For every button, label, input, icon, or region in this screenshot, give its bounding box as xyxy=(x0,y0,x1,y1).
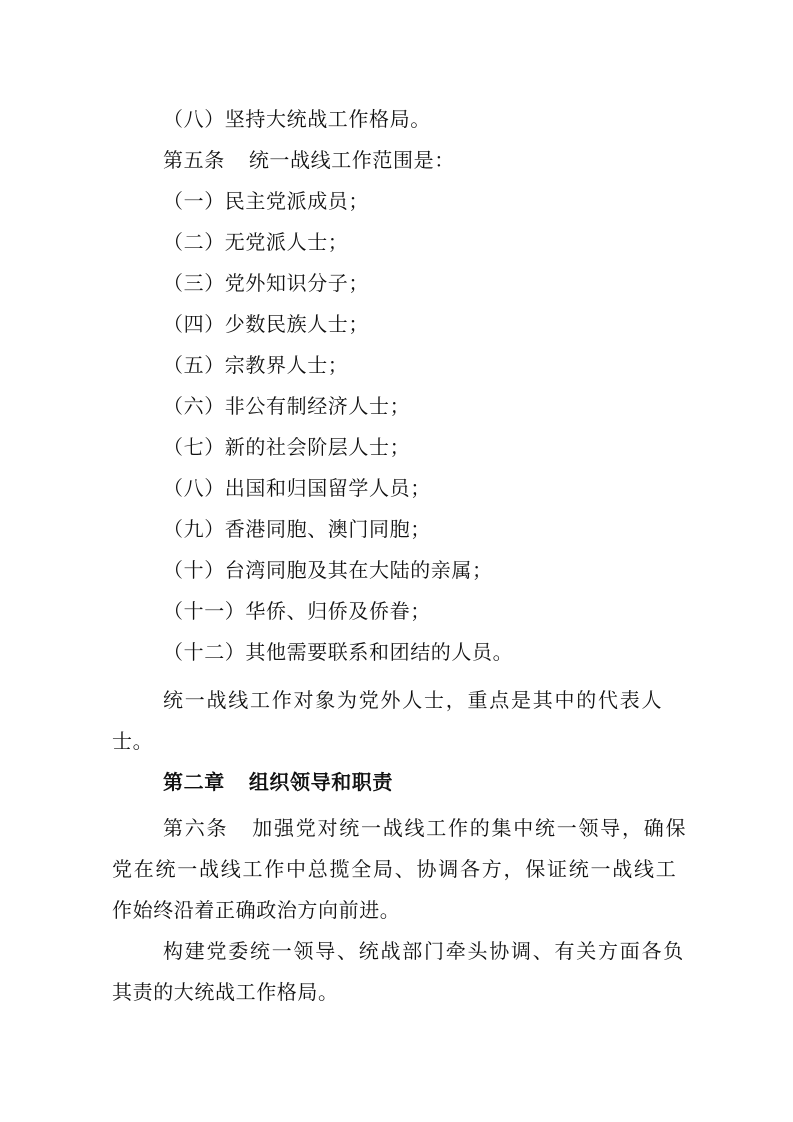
article-6-line: 党在统一战线工作中总揽全局、协调各方，保证统一战线工 xyxy=(112,857,678,881)
scope-item: （七）新的社会阶层人士； xyxy=(163,435,411,459)
list-item-8-pattern: （八）坚持大统战工作格局。 xyxy=(163,107,431,131)
scope-item: （九）香港同胞、澳门同胞； xyxy=(163,517,431,541)
structure-paragraph-line: 构建党委统一领导、统战部门牵头协调、有关方面各负 xyxy=(163,939,685,963)
targets-paragraph-line: 士。 xyxy=(112,729,154,753)
scope-item: （十二）其他需要联系和团结的人员。 xyxy=(163,640,514,664)
scope-item: （一）民主党派成员； xyxy=(163,189,369,213)
scope-item: （十一）华侨、归侨及侨眷； xyxy=(163,599,431,623)
chapter-2-title: 组织领导和职责 xyxy=(248,770,394,794)
targets-paragraph-line: 统一战线工作对象为党外人士，重点是其中的代表人 xyxy=(163,688,664,712)
scope-item: （十）台湾同胞及其在大陆的亲属； xyxy=(163,558,493,582)
scope-item: （五）宗教界人士； xyxy=(163,353,349,377)
structure-paragraph-line: 其责的大统战工作格局。 xyxy=(112,980,339,1004)
article-5-text: 统一战线工作范围是： xyxy=(248,148,455,172)
chapter-2-heading xyxy=(163,769,393,795)
article-6-line: 作始终沿着正确政治方向前进。 xyxy=(112,898,401,922)
chapter-2-label: 第二章 xyxy=(163,770,225,794)
scope-item: （八）出国和归国留学人员； xyxy=(163,476,431,500)
scope-item: （二）无党派人士； xyxy=(163,230,349,254)
scope-item: （六）非公有制经济人士； xyxy=(163,394,411,418)
article-6-text: 加强党对统一战线工作的集中统一领导，确保 xyxy=(252,816,688,840)
article-5-label: 第五条 xyxy=(163,148,225,172)
article-6-label: 第六条 xyxy=(163,816,229,840)
article-6-line xyxy=(163,815,687,841)
scope-item: （四）少数民族人士； xyxy=(163,312,369,336)
scope-item: （三）党外知识分子； xyxy=(163,271,369,295)
article-5-heading xyxy=(163,147,455,173)
